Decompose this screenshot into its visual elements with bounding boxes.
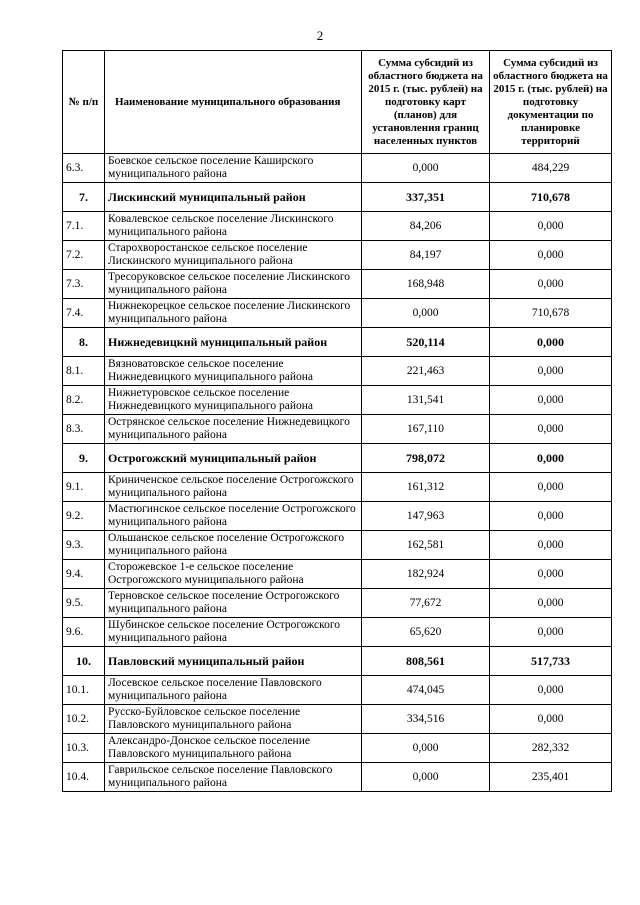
row-value-maps: 334,516 <box>362 705 490 734</box>
header-col1: Сумма субсидий из областного бюджета на 2015 г. (тыс. рублей) на подготовку карт (планов) для установления границ населенных пунктов <box>362 51 490 154</box>
table-row <box>63 241 612 270</box>
table-row <box>63 763 612 792</box>
row-value-maps: 161,312 <box>362 473 490 502</box>
row-value-maps: 65,620 <box>362 618 490 647</box>
district-row <box>63 183 612 212</box>
row-value-planning: 0,000 <box>490 502 612 531</box>
row-name: Боевское сельское поселение Каширского муниципального района <box>105 154 362 183</box>
row-name: Тресоруковское сельское поселение Лискинского муниципального района <box>105 270 362 299</box>
row-name: Староxворостанское сельское поселение Лискинского муниципального района <box>105 241 362 270</box>
row-number: 8. <box>63 328 105 357</box>
row-name: Криниченское сельское поселение Острогожского муниципального района <box>105 473 362 502</box>
row-value-planning: 0,000 <box>490 618 612 647</box>
row-value-maps: 808,561 <box>362 647 490 676</box>
table-row <box>63 705 612 734</box>
row-name: Острянское сельское поселение Нижнедевицкого муниципального района <box>105 415 362 444</box>
row-value-maps: 182,924 <box>362 560 490 589</box>
header-col2: Сумма субсидий из областного бюджета на 2015 г. (тыс. рублей) на подготовку документации по планировке территорий <box>490 51 612 154</box>
row-value-planning: 0,000 <box>490 415 612 444</box>
row-name: Ольшанское сельское поселение Острогожского муниципального района <box>105 531 362 560</box>
row-number: 7.4. <box>63 299 105 328</box>
row-name: Сторожевское 1-е сельское поселение Острогожского муниципального района <box>105 560 362 589</box>
row-number: 10. <box>63 647 105 676</box>
table-header-row <box>63 51 612 154</box>
table-row <box>63 386 612 415</box>
row-name: Острогожский муниципальный район <box>105 444 362 473</box>
row-number: 9.6. <box>63 618 105 647</box>
district-row <box>63 444 612 473</box>
row-value-planning: 710,678 <box>490 299 612 328</box>
table-row <box>63 531 612 560</box>
row-value-planning: 0,000 <box>490 357 612 386</box>
row-name: Александро-Донское сельское поселение Павловского муниципального района <box>105 734 362 763</box>
row-number: 6.3. <box>63 154 105 183</box>
header-name: Наименование муниципального образования <box>105 51 362 154</box>
row-value-maps: 337,351 <box>362 183 490 212</box>
table-row <box>63 212 612 241</box>
row-name: Терновское сельское поселение Острогожского муниципального района <box>105 589 362 618</box>
row-value-maps: 84,197 <box>362 241 490 270</box>
row-name: Павловский муниципальный район <box>105 647 362 676</box>
row-name: Ковалевское сельское поселение Лискинского муниципального района <box>105 212 362 241</box>
table-row <box>63 270 612 299</box>
row-number: 8.2. <box>63 386 105 415</box>
row-value-maps: 131,541 <box>362 386 490 415</box>
row-name: Шубинское сельское поселение Острогожского муниципального района <box>105 618 362 647</box>
row-value-planning: 235,401 <box>490 763 612 792</box>
row-value-planning: 0,000 <box>490 212 612 241</box>
row-value-maps: 0,000 <box>362 154 490 183</box>
row-value-maps: 77,672 <box>362 589 490 618</box>
row-number: 10.2. <box>63 705 105 734</box>
row-number: 10.1. <box>63 676 105 705</box>
row-value-maps: 0,000 <box>362 299 490 328</box>
row-value-planning: 0,000 <box>490 386 612 415</box>
header-num: № п/п <box>63 51 105 154</box>
row-name: Гаврильское сельское поселение Павловского муниципального района <box>105 763 362 792</box>
row-value-maps: 0,000 <box>362 763 490 792</box>
row-value-maps: 162,581 <box>362 531 490 560</box>
table-row <box>63 154 612 183</box>
row-name: Мастюгинское сельское поселение Острогожского муниципального района <box>105 502 362 531</box>
row-name: Вязноватовское сельское поселение Нижнедевицкого муниципального района <box>105 357 362 386</box>
row-value-planning: 0,000 <box>490 705 612 734</box>
table-row <box>63 734 612 763</box>
row-number: 7.2. <box>63 241 105 270</box>
table-row <box>63 502 612 531</box>
row-value-planning: 0,000 <box>490 270 612 299</box>
row-value-planning: 0,000 <box>490 444 612 473</box>
row-value-maps: 474,045 <box>362 676 490 705</box>
district-row <box>63 647 612 676</box>
table-row <box>63 357 612 386</box>
row-value-maps: 84,206 <box>362 212 490 241</box>
table-row <box>63 589 612 618</box>
row-number: 9.3. <box>63 531 105 560</box>
row-number: 9.2. <box>63 502 105 531</box>
page-number: 2 <box>316 28 324 43</box>
row-value-planning: 0,000 <box>490 241 612 270</box>
table-row <box>63 676 612 705</box>
row-number: 9.5. <box>63 589 105 618</box>
row-number: 10.3. <box>63 734 105 763</box>
row-name: Нижнедевицкий муниципальный район <box>105 328 362 357</box>
row-value-maps: 798,072 <box>362 444 490 473</box>
row-value-maps: 221,463 <box>362 357 490 386</box>
table-row <box>63 299 612 328</box>
row-number: 7.3. <box>63 270 105 299</box>
table-row <box>63 415 612 444</box>
row-number: 8.1. <box>63 357 105 386</box>
row-value-planning: 0,000 <box>490 589 612 618</box>
row-value-maps: 147,963 <box>362 502 490 531</box>
row-name: Лискинский муниципальный район <box>105 183 362 212</box>
table-row <box>63 473 612 502</box>
row-value-planning: 0,000 <box>490 560 612 589</box>
row-name: Нижнекорецкое сельское поселение Лискинского муниципального района <box>105 299 362 328</box>
row-value-maps: 0,000 <box>362 734 490 763</box>
row-number: 9. <box>63 444 105 473</box>
row-number: 10.4. <box>63 763 105 792</box>
row-number: 7.1. <box>63 212 105 241</box>
row-value-planning: 0,000 <box>490 531 612 560</box>
row-value-planning: 0,000 <box>490 473 612 502</box>
row-number: 7. <box>63 183 105 212</box>
row-number: 9.1. <box>63 473 105 502</box>
district-row <box>63 328 612 357</box>
row-number: 8.3. <box>63 415 105 444</box>
subsidy-table <box>62 50 612 792</box>
table-row <box>63 560 612 589</box>
row-value-planning: 710,678 <box>490 183 612 212</box>
row-value-planning: 0,000 <box>490 676 612 705</box>
row-value-planning: 0,000 <box>490 328 612 357</box>
row-value-maps: 520,114 <box>362 328 490 357</box>
row-name: Лосевское сельское поселение Павловского муниципального района <box>105 676 362 705</box>
row-name: Нижнетуровское сельское поселение Нижнедевицкого муниципального района <box>105 386 362 415</box>
table-row <box>63 618 612 647</box>
row-value-planning: 517,733 <box>490 647 612 676</box>
row-value-maps: 167,110 <box>362 415 490 444</box>
row-value-maps: 168,948 <box>362 270 490 299</box>
row-number: 9.4. <box>63 560 105 589</box>
row-name: Русско-Буйловское сельское поселение Павловского муниципального района <box>105 705 362 734</box>
row-value-planning: 282,332 <box>490 734 612 763</box>
row-value-planning: 484,229 <box>490 154 612 183</box>
